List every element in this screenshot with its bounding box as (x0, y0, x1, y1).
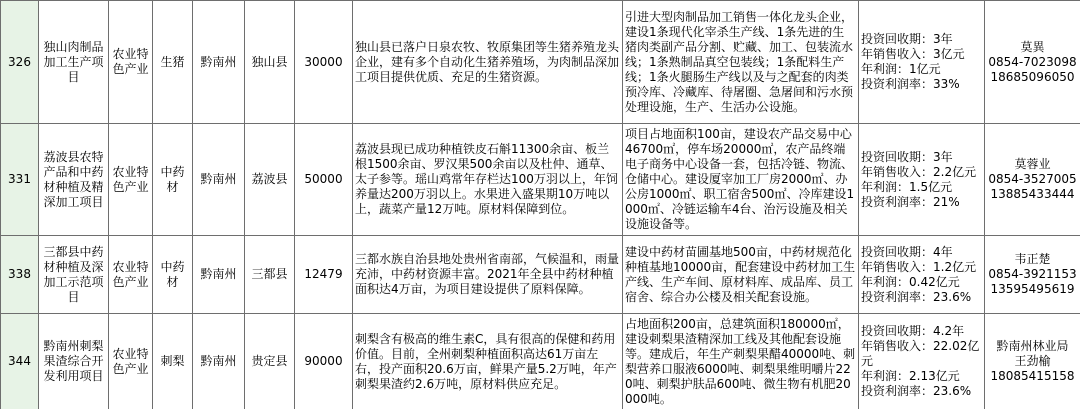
prefecture[interactable]: 黔南州 (193, 1, 245, 124)
construction-content[interactable]: 占地面积200亩，总建筑面积180000㎡，建设刺梨果渣精深加工线及其他配套设施等。建成后，年生产刺梨果醋40000吨、刺梨营养口服液6000吨、刺梨果维明嚼片220吨、刺梨护肤品600吨、微生物有机肥20000吨。 (623, 314, 859, 409)
table-body (1, 1, 1080, 409)
row-id[interactable]: 344 (1, 314, 39, 409)
contact-name: 韦正楚 (1014, 252, 1051, 266)
contact-name: 黔南州林业局 王劲榆 (996, 339, 1069, 368)
construction-content[interactable]: 建设中药材苗圃基地500亩，中药材规范化种植基地10000亩，配套建设中药材加工生产线、生产车间、原材料库、成品库、员工宿舍、综合办公楼及相关配套设施。 (623, 236, 859, 314)
row-id[interactable]: 326 (1, 1, 39, 124)
prefecture[interactable]: 黔南州 (193, 124, 245, 236)
table-row (1, 1, 1080, 124)
contact-cell[interactable] (985, 236, 1080, 314)
contact-mobile: 18085415158 (990, 369, 1075, 383)
product[interactable]: 生猪 (153, 1, 193, 124)
row-id[interactable]: 338 (1, 236, 39, 314)
project-basis[interactable]: 刺梨含有极高的维生素C，具有很高的保健和药用价值。目前，全州刺梨种植面积高达61万亩左右，投产面积20.6万亩，鲜果产量5.2万吨，年产刺梨果渣约2.6万吨，原材料供应充足。 (353, 314, 623, 409)
contact-mobile: 13595495619 (990, 282, 1075, 296)
contact-cell[interactable] (985, 314, 1080, 409)
county[interactable]: 贵定县 (245, 314, 295, 409)
row-id[interactable]: 331 (1, 124, 39, 236)
economic-benefit[interactable]: 投资回收期：3年 年销售收入：3亿元 年利润：1亿元 投资利润率：33% (859, 1, 985, 124)
project-name[interactable]: 三都县中药材种植及深加工示范项目 (39, 236, 109, 314)
contact-tel: 0854-3527005 (988, 172, 1077, 186)
investment[interactable]: 12479 (295, 236, 353, 314)
contact-mobile: 18685096050 (990, 69, 1075, 84)
project-name[interactable]: 荔波县农特产品和中药材种植及精深加工项目 (39, 124, 109, 236)
economic-benefit[interactable]: 投资回收期：4年 年销售收入：1.2亿元 年利润：0.42亿元 投资利润率：23.6% (859, 236, 985, 314)
county[interactable]: 荔波县 (245, 124, 295, 236)
investment[interactable]: 90000 (295, 314, 353, 409)
table-row (1, 124, 1080, 236)
county[interactable]: 三都县 (245, 236, 295, 314)
table-row (1, 236, 1080, 314)
contact-cell[interactable] (985, 1, 1080, 124)
economic-benefit[interactable]: 投资回收期：3年 年销售收入：2.2亿元 年利润：1.5亿元 投资利润率：21% (859, 124, 985, 236)
table-row (1, 314, 1080, 409)
category[interactable]: 农业特色产业 (109, 314, 153, 409)
economic-benefit[interactable]: 投资回收期：4.2年 年销售收入：22.02亿元 年利润：2.13亿元 投资利润率：23.6% (859, 314, 985, 409)
contact-name: 莫蓉业 (1014, 157, 1051, 171)
contact-tel: 0854-3921153 (988, 267, 1077, 281)
category[interactable]: 农业特色产业 (109, 236, 153, 314)
county[interactable]: 独山县 (245, 1, 295, 124)
construction-content[interactable]: 项目占地面积100亩，建设农产品交易中心46700㎡，停车场20000㎡，农产品终端电子商务中心设备一套，包括冷链、物流、仓储中心。建设厦宰加工厂房2000㎡、办公房1000㎡、职工宿舍500㎡、冷库建设1000㎡、冷链运输车4台、治污设施及相关设施设备等。 (623, 124, 859, 236)
contact-mobile: 13885433444 (990, 187, 1075, 201)
investment[interactable]: 50000 (295, 124, 353, 236)
contact-cell[interactable] (985, 124, 1080, 236)
contact-name: 莫異 (1020, 39, 1045, 54)
project-basis[interactable]: 三都水族自治县地处贵州省南部，气候温和，雨量充沛，中药材资源丰富。2021年全县中药材种植面积达4万亩，为项目建设提供了原料保障。 (353, 236, 623, 314)
project-basis[interactable]: 独山县已落户日泉农牧、牧原集团等生猪养殖龙头企业，建有多个自动化生猪养殖场，为肉制品深加工项目提供优质、充足的生猪资源。 (353, 1, 623, 124)
prefecture[interactable]: 黔南州 (193, 236, 245, 314)
project-name[interactable]: 独山肉制品加工生产项目 (39, 1, 109, 124)
contact-tel: 0854-7023098 (988, 54, 1077, 69)
product[interactable]: 中药材 (153, 124, 193, 236)
project-basis[interactable]: 荔波县现已成功种植铁皮石斛11300余亩、板兰根1500余亩、罗汉果500余亩以及杜仲、通草、太子参等。瑶山鸡常年存栏达100万羽以上，年饲养量达200万羽以上。水果进入盛果期10万吨以上，蔬菜产量12万吨。原材料保障到位。 (353, 124, 623, 236)
category[interactable]: 农业特色产业 (109, 1, 153, 124)
prefecture[interactable]: 黔南州 (193, 314, 245, 409)
investment[interactable]: 30000 (295, 1, 353, 124)
construction-content[interactable]: 引进大型肉制品加工销售一体化龙头企业，建设1条现代化宰杀生产线、1条先进的生猪肉类副产品分割、贮藏、加工、包装流水线；1条熟制品真空包装线；1条配料生产线；1条火腿肠生产线以及与之配套的肉类预冷库、冷藏库、待屠圈、急屠间和污水预处理设施，生产、生活办公设施。 (623, 1, 859, 124)
product[interactable]: 中药材 (153, 236, 193, 314)
category[interactable]: 农业特色产业 (109, 124, 153, 236)
product[interactable]: 刺梨 (153, 314, 193, 409)
project-name[interactable]: 黔南州刺梨果渣综合开发利用项目 (39, 314, 109, 409)
